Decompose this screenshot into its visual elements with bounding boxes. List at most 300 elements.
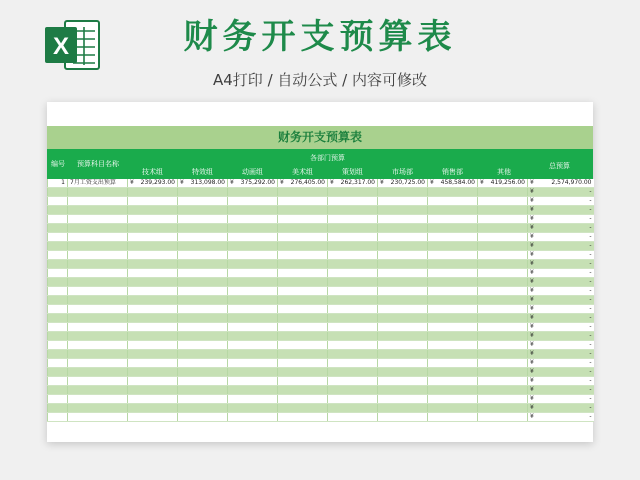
cell-value[interactable] bbox=[278, 251, 328, 260]
cell-value[interactable] bbox=[478, 206, 528, 215]
cell-value[interactable] bbox=[278, 278, 328, 287]
cell-value[interactable] bbox=[178, 350, 228, 359]
cell-total[interactable] bbox=[528, 350, 594, 359]
cell-total[interactable] bbox=[528, 269, 594, 278]
cell-value[interactable] bbox=[278, 287, 328, 296]
cell-total[interactable] bbox=[528, 197, 594, 206]
cell-value[interactable] bbox=[128, 368, 178, 377]
cell-value[interactable] bbox=[128, 269, 178, 278]
cell-total[interactable] bbox=[528, 404, 594, 413]
cell-id[interactable] bbox=[48, 413, 68, 422]
cell-value[interactable] bbox=[328, 233, 378, 242]
cell-value[interactable] bbox=[428, 260, 478, 269]
cell-name[interactable] bbox=[68, 251, 128, 260]
cell-value[interactable] bbox=[378, 377, 428, 386]
cell-value[interactable] bbox=[228, 296, 278, 305]
cell-total[interactable] bbox=[528, 260, 594, 269]
cell-value[interactable] bbox=[228, 341, 278, 350]
cell-value[interactable] bbox=[178, 359, 228, 368]
cell-value[interactable] bbox=[428, 278, 478, 287]
cell-value[interactable] bbox=[178, 242, 228, 251]
cell-value[interactable] bbox=[128, 260, 178, 269]
cell-value[interactable] bbox=[228, 377, 278, 386]
cell-value[interactable] bbox=[328, 251, 378, 260]
cell-id[interactable] bbox=[48, 206, 68, 215]
cell-value[interactable] bbox=[228, 197, 278, 206]
cell-value[interactable] bbox=[178, 224, 228, 233]
cell-value[interactable] bbox=[428, 314, 478, 323]
cell-value[interactable] bbox=[428, 287, 478, 296]
cell-id[interactable] bbox=[48, 260, 68, 269]
cell-value[interactable] bbox=[128, 197, 178, 206]
cell-total[interactable] bbox=[528, 332, 594, 341]
cell-value[interactable] bbox=[128, 224, 178, 233]
cell-value[interactable] bbox=[428, 296, 478, 305]
cell-name[interactable] bbox=[68, 359, 128, 368]
cell-id[interactable] bbox=[48, 242, 68, 251]
cell-value[interactable] bbox=[128, 251, 178, 260]
cell-value[interactable] bbox=[278, 224, 328, 233]
cell-total[interactable] bbox=[528, 215, 594, 224]
cell-value[interactable] bbox=[428, 368, 478, 377]
cell-value[interactable] bbox=[378, 305, 428, 314]
cell-value[interactable] bbox=[478, 188, 528, 197]
cell-name[interactable] bbox=[68, 215, 128, 224]
cell-value[interactable] bbox=[178, 179, 228, 188]
cell-id[interactable] bbox=[48, 287, 68, 296]
cell-value[interactable] bbox=[478, 260, 528, 269]
cell-value[interactable] bbox=[128, 206, 178, 215]
cell-value[interactable] bbox=[478, 314, 528, 323]
cell-value[interactable] bbox=[278, 314, 328, 323]
cell-id[interactable] bbox=[48, 233, 68, 242]
cell-name[interactable] bbox=[68, 188, 128, 197]
cell-value[interactable] bbox=[228, 188, 278, 197]
cell-total[interactable] bbox=[528, 251, 594, 260]
cell-value[interactable] bbox=[228, 179, 278, 188]
cell-id[interactable] bbox=[48, 377, 68, 386]
cell-id[interactable] bbox=[48, 314, 68, 323]
cell-value[interactable] bbox=[128, 386, 178, 395]
cell-name[interactable] bbox=[68, 413, 128, 422]
cell-value[interactable] bbox=[378, 395, 428, 404]
cell-value[interactable] bbox=[228, 359, 278, 368]
cell-value[interactable] bbox=[178, 314, 228, 323]
cell-total[interactable] bbox=[528, 242, 594, 251]
cell-value[interactable] bbox=[278, 305, 328, 314]
cell-value[interactable] bbox=[428, 206, 478, 215]
cell-value[interactable] bbox=[128, 359, 178, 368]
cell-value[interactable] bbox=[178, 278, 228, 287]
cell-value[interactable] bbox=[128, 278, 178, 287]
cell-id[interactable] bbox=[48, 350, 68, 359]
cell-total[interactable] bbox=[528, 386, 594, 395]
cell-value[interactable] bbox=[428, 215, 478, 224]
cell-value[interactable] bbox=[178, 368, 228, 377]
cell-value[interactable] bbox=[328, 314, 378, 323]
cell-name[interactable] bbox=[68, 206, 128, 215]
cell-name[interactable] bbox=[68, 242, 128, 251]
cell-value[interactable] bbox=[228, 287, 278, 296]
cell-value[interactable] bbox=[178, 386, 228, 395]
cell-id[interactable] bbox=[48, 197, 68, 206]
cell-name[interactable] bbox=[68, 323, 128, 332]
cell-value[interactable] bbox=[228, 404, 278, 413]
cell-value[interactable] bbox=[128, 395, 178, 404]
cell-value[interactable] bbox=[178, 251, 228, 260]
cell-id[interactable] bbox=[48, 215, 68, 224]
cell-value[interactable] bbox=[328, 377, 378, 386]
cell-value[interactable] bbox=[128, 332, 178, 341]
cell-id[interactable]: 1 bbox=[48, 179, 68, 188]
currency-symbol: ¥ bbox=[530, 197, 534, 204]
cell-value[interactable] bbox=[278, 233, 328, 242]
cell-value[interactable] bbox=[328, 206, 378, 215]
cell-value[interactable] bbox=[128, 413, 178, 422]
cell-value[interactable] bbox=[478, 359, 528, 368]
cell-value[interactable] bbox=[328, 197, 378, 206]
cell-value[interactable] bbox=[328, 341, 378, 350]
cell-value[interactable] bbox=[378, 413, 428, 422]
cell-value[interactable] bbox=[178, 206, 228, 215]
cell-value[interactable] bbox=[478, 341, 528, 350]
cell-value[interactable] bbox=[428, 179, 478, 188]
cell-value[interactable] bbox=[278, 404, 328, 413]
cell-id[interactable] bbox=[48, 269, 68, 278]
cell-value[interactable] bbox=[178, 215, 228, 224]
cell-value[interactable] bbox=[328, 359, 378, 368]
cell-value[interactable] bbox=[428, 197, 478, 206]
cell-id[interactable] bbox=[48, 341, 68, 350]
cell-value[interactable] bbox=[478, 305, 528, 314]
cell-value[interactable] bbox=[178, 341, 228, 350]
cell-value[interactable] bbox=[228, 233, 278, 242]
cell-value[interactable] bbox=[328, 269, 378, 278]
cell-total[interactable] bbox=[528, 224, 594, 233]
cell-value[interactable] bbox=[128, 296, 178, 305]
cell-value[interactable] bbox=[478, 242, 528, 251]
cell-name[interactable] bbox=[68, 224, 128, 233]
cell-value[interactable] bbox=[378, 278, 428, 287]
cell-value[interactable] bbox=[328, 242, 378, 251]
cell-value[interactable] bbox=[278, 242, 328, 251]
cell-value[interactable] bbox=[228, 251, 278, 260]
cell-value[interactable] bbox=[328, 386, 378, 395]
cell-value[interactable] bbox=[128, 323, 178, 332]
cell-value[interactable] bbox=[278, 395, 328, 404]
cell-value[interactable] bbox=[478, 197, 528, 206]
cell-id[interactable] bbox=[48, 368, 68, 377]
cell-value[interactable] bbox=[328, 350, 378, 359]
cell-value[interactable] bbox=[478, 386, 528, 395]
cell-value[interactable] bbox=[328, 305, 378, 314]
cell-value[interactable] bbox=[328, 278, 378, 287]
cell-value[interactable] bbox=[328, 332, 378, 341]
cell-value[interactable] bbox=[378, 332, 428, 341]
cell-name[interactable] bbox=[68, 296, 128, 305]
cell-value[interactable] bbox=[378, 197, 428, 206]
cell-value[interactable] bbox=[378, 251, 428, 260]
cell-value[interactable] bbox=[428, 233, 478, 242]
cell-value[interactable] bbox=[128, 404, 178, 413]
cell-value[interactable] bbox=[478, 368, 528, 377]
cell-value[interactable] bbox=[428, 413, 478, 422]
cell-total[interactable] bbox=[528, 296, 594, 305]
cell-value[interactable] bbox=[478, 251, 528, 260]
cell-value[interactable] bbox=[278, 296, 328, 305]
cell-total[interactable] bbox=[528, 314, 594, 323]
cell-id[interactable] bbox=[48, 224, 68, 233]
cell-value[interactable] bbox=[428, 386, 478, 395]
cell-id[interactable] bbox=[48, 305, 68, 314]
cell-value[interactable] bbox=[428, 224, 478, 233]
cell-value[interactable] bbox=[228, 206, 278, 215]
cell-value[interactable] bbox=[478, 377, 528, 386]
cell-value[interactable] bbox=[378, 224, 428, 233]
cell-value[interactable] bbox=[328, 260, 378, 269]
cell-value[interactable] bbox=[478, 179, 528, 188]
cell-value[interactable] bbox=[378, 296, 428, 305]
cell-name[interactable] bbox=[68, 368, 128, 377]
cell-value[interactable] bbox=[378, 179, 428, 188]
cell-value[interactable] bbox=[178, 305, 228, 314]
cell-value[interactable] bbox=[328, 323, 378, 332]
cell-value[interactable] bbox=[378, 404, 428, 413]
cell-value[interactable] bbox=[378, 350, 428, 359]
col-name: 预算科目名称 bbox=[77, 160, 119, 168]
cell-value[interactable] bbox=[328, 224, 378, 233]
cell-name[interactable] bbox=[68, 233, 128, 242]
cell-id[interactable] bbox=[48, 359, 68, 368]
cell-value[interactable] bbox=[178, 413, 228, 422]
cell-value[interactable] bbox=[428, 359, 478, 368]
cell-total[interactable] bbox=[528, 359, 594, 368]
cell-value[interactable] bbox=[278, 323, 328, 332]
cell-value[interactable] bbox=[478, 224, 528, 233]
cell-value[interactable] bbox=[228, 269, 278, 278]
cell-value[interactable] bbox=[478, 395, 528, 404]
cell-value[interactable] bbox=[428, 251, 478, 260]
cell-value[interactable] bbox=[178, 287, 228, 296]
cell-value[interactable] bbox=[428, 332, 478, 341]
cell-value[interactable] bbox=[428, 377, 478, 386]
cell-value[interactable] bbox=[278, 350, 328, 359]
cell-value[interactable] bbox=[128, 377, 178, 386]
cell-value[interactable] bbox=[178, 197, 228, 206]
cell-name[interactable] bbox=[68, 404, 128, 413]
cell-value[interactable] bbox=[128, 314, 178, 323]
cell-id[interactable] bbox=[48, 386, 68, 395]
cell-value[interactable] bbox=[178, 269, 228, 278]
cell-value[interactable] bbox=[378, 188, 428, 197]
cell-value[interactable] bbox=[428, 269, 478, 278]
cell-value[interactable] bbox=[278, 332, 328, 341]
cell-value[interactable] bbox=[378, 359, 428, 368]
cell-value[interactable] bbox=[428, 341, 478, 350]
cell-value[interactable] bbox=[428, 323, 478, 332]
cell-value[interactable] bbox=[228, 332, 278, 341]
cell-value[interactable] bbox=[478, 233, 528, 242]
cell-total[interactable] bbox=[528, 305, 594, 314]
cell-value[interactable] bbox=[128, 350, 178, 359]
cell-value[interactable] bbox=[378, 242, 428, 251]
cell-value[interactable] bbox=[428, 242, 478, 251]
cell-total[interactable] bbox=[528, 368, 594, 377]
cell-value[interactable] bbox=[328, 413, 378, 422]
cell-value[interactable] bbox=[428, 404, 478, 413]
cell-value[interactable] bbox=[328, 179, 378, 188]
cell-value[interactable] bbox=[378, 287, 428, 296]
cell-value[interactable] bbox=[278, 215, 328, 224]
cell-total[interactable] bbox=[528, 395, 594, 404]
cell-id[interactable] bbox=[48, 404, 68, 413]
cell-total[interactable] bbox=[528, 233, 594, 242]
cell-name[interactable] bbox=[68, 350, 128, 359]
cell-name[interactable] bbox=[68, 197, 128, 206]
cell-value[interactable] bbox=[228, 395, 278, 404]
cell-value[interactable] bbox=[378, 323, 428, 332]
cell-value[interactable] bbox=[278, 179, 328, 188]
cell-value[interactable] bbox=[478, 278, 528, 287]
cell-value[interactable] bbox=[178, 332, 228, 341]
table-row bbox=[48, 296, 594, 305]
cell-value[interactable] bbox=[278, 197, 328, 206]
cell-value[interactable] bbox=[328, 296, 378, 305]
cell-name[interactable] bbox=[68, 314, 128, 323]
cell-value[interactable] bbox=[228, 323, 278, 332]
cell-value[interactable] bbox=[228, 242, 278, 251]
cell-value[interactable] bbox=[228, 350, 278, 359]
cell-value[interactable] bbox=[478, 215, 528, 224]
cell-id[interactable] bbox=[48, 296, 68, 305]
cell-value[interactable] bbox=[228, 305, 278, 314]
cell-value[interactable] bbox=[278, 377, 328, 386]
cell-name[interactable] bbox=[68, 260, 128, 269]
cell-name[interactable] bbox=[68, 269, 128, 278]
cell-id[interactable] bbox=[48, 395, 68, 404]
cell-value[interactable] bbox=[128, 233, 178, 242]
cell-value[interactable] bbox=[178, 377, 228, 386]
cell-value[interactable] bbox=[328, 395, 378, 404]
cell-value[interactable] bbox=[278, 260, 328, 269]
cell-total[interactable] bbox=[528, 323, 594, 332]
cell-id[interactable] bbox=[48, 332, 68, 341]
cell-value[interactable] bbox=[128, 287, 178, 296]
cell-value[interactable] bbox=[378, 206, 428, 215]
cell-value[interactable] bbox=[228, 386, 278, 395]
cell-value[interactable] bbox=[128, 242, 178, 251]
cell-value[interactable] bbox=[328, 188, 378, 197]
cell-total[interactable] bbox=[528, 188, 594, 197]
cell-value[interactable] bbox=[428, 350, 478, 359]
cell-value[interactable] bbox=[428, 188, 478, 197]
cell-value[interactable] bbox=[478, 404, 528, 413]
cell-value[interactable] bbox=[478, 350, 528, 359]
cell-value[interactable] bbox=[228, 368, 278, 377]
cell-value[interactable] bbox=[478, 332, 528, 341]
cell-value[interactable] bbox=[128, 179, 178, 188]
cell-value[interactable] bbox=[178, 323, 228, 332]
cell-value[interactable] bbox=[278, 359, 328, 368]
cell-value[interactable] bbox=[178, 233, 228, 242]
cell-value[interactable] bbox=[128, 188, 178, 197]
cell-id[interactable] bbox=[48, 188, 68, 197]
cell-value[interactable] bbox=[478, 323, 528, 332]
cell-value[interactable] bbox=[228, 215, 278, 224]
cell-total[interactable] bbox=[528, 287, 594, 296]
cell-value[interactable] bbox=[328, 215, 378, 224]
cell-total[interactable] bbox=[528, 413, 594, 422]
cell-value[interactable] bbox=[228, 278, 278, 287]
cell-value[interactable] bbox=[178, 260, 228, 269]
cell-value[interactable] bbox=[428, 305, 478, 314]
cell-value[interactable] bbox=[278, 368, 328, 377]
cell-value[interactable] bbox=[378, 314, 428, 323]
cell-name[interactable] bbox=[68, 377, 128, 386]
cell-value[interactable] bbox=[378, 368, 428, 377]
cell-value[interactable] bbox=[228, 260, 278, 269]
cell-value[interactable] bbox=[328, 404, 378, 413]
cell-value[interactable] bbox=[278, 413, 328, 422]
cell-value[interactable] bbox=[128, 341, 178, 350]
cell-name[interactable] bbox=[68, 278, 128, 287]
cell-value[interactable] bbox=[378, 386, 428, 395]
cell-value[interactable] bbox=[278, 206, 328, 215]
cell-value[interactable] bbox=[128, 215, 178, 224]
cell-value[interactable] bbox=[278, 188, 328, 197]
cell-value[interactable] bbox=[178, 188, 228, 197]
cell-value[interactable] bbox=[178, 404, 228, 413]
cell-total[interactable] bbox=[528, 206, 594, 215]
cell-id[interactable] bbox=[48, 251, 68, 260]
cell-name[interactable] bbox=[68, 332, 128, 341]
cell-total[interactable] bbox=[528, 377, 594, 386]
cell-name[interactable] bbox=[68, 395, 128, 404]
cell-value[interactable] bbox=[478, 296, 528, 305]
cell-value[interactable] bbox=[178, 395, 228, 404]
cell-value[interactable] bbox=[378, 233, 428, 242]
cell-value[interactable] bbox=[128, 305, 178, 314]
cell-value[interactable] bbox=[178, 296, 228, 305]
cell-total[interactable] bbox=[528, 341, 594, 350]
cell-value[interactable] bbox=[378, 341, 428, 350]
cell-value[interactable] bbox=[428, 395, 478, 404]
cell-value[interactable] bbox=[278, 269, 328, 278]
cell-total[interactable] bbox=[528, 278, 594, 287]
cell-value[interactable] bbox=[328, 287, 378, 296]
cell-id[interactable] bbox=[48, 278, 68, 287]
cell-name[interactable]: 7月工资支出预算 bbox=[68, 179, 128, 188]
cell-value[interactable] bbox=[478, 287, 528, 296]
cell-value[interactable] bbox=[328, 368, 378, 377]
cell-value[interactable] bbox=[278, 386, 328, 395]
cell-value[interactable] bbox=[278, 341, 328, 350]
cell-value[interactable] bbox=[228, 224, 278, 233]
cell-total[interactable] bbox=[528, 179, 594, 188]
cell-name[interactable] bbox=[68, 386, 128, 395]
cell-value[interactable] bbox=[478, 269, 528, 278]
cell-name[interactable] bbox=[68, 305, 128, 314]
cell-id[interactable] bbox=[48, 323, 68, 332]
cell-value[interactable] bbox=[378, 269, 428, 278]
cell-value[interactable] bbox=[228, 413, 278, 422]
cell-value[interactable] bbox=[378, 215, 428, 224]
cell-value[interactable] bbox=[478, 413, 528, 422]
cell-name[interactable] bbox=[68, 341, 128, 350]
cell-name[interactable] bbox=[68, 287, 128, 296]
cell-value[interactable] bbox=[378, 260, 428, 269]
cell-value[interactable] bbox=[228, 314, 278, 323]
